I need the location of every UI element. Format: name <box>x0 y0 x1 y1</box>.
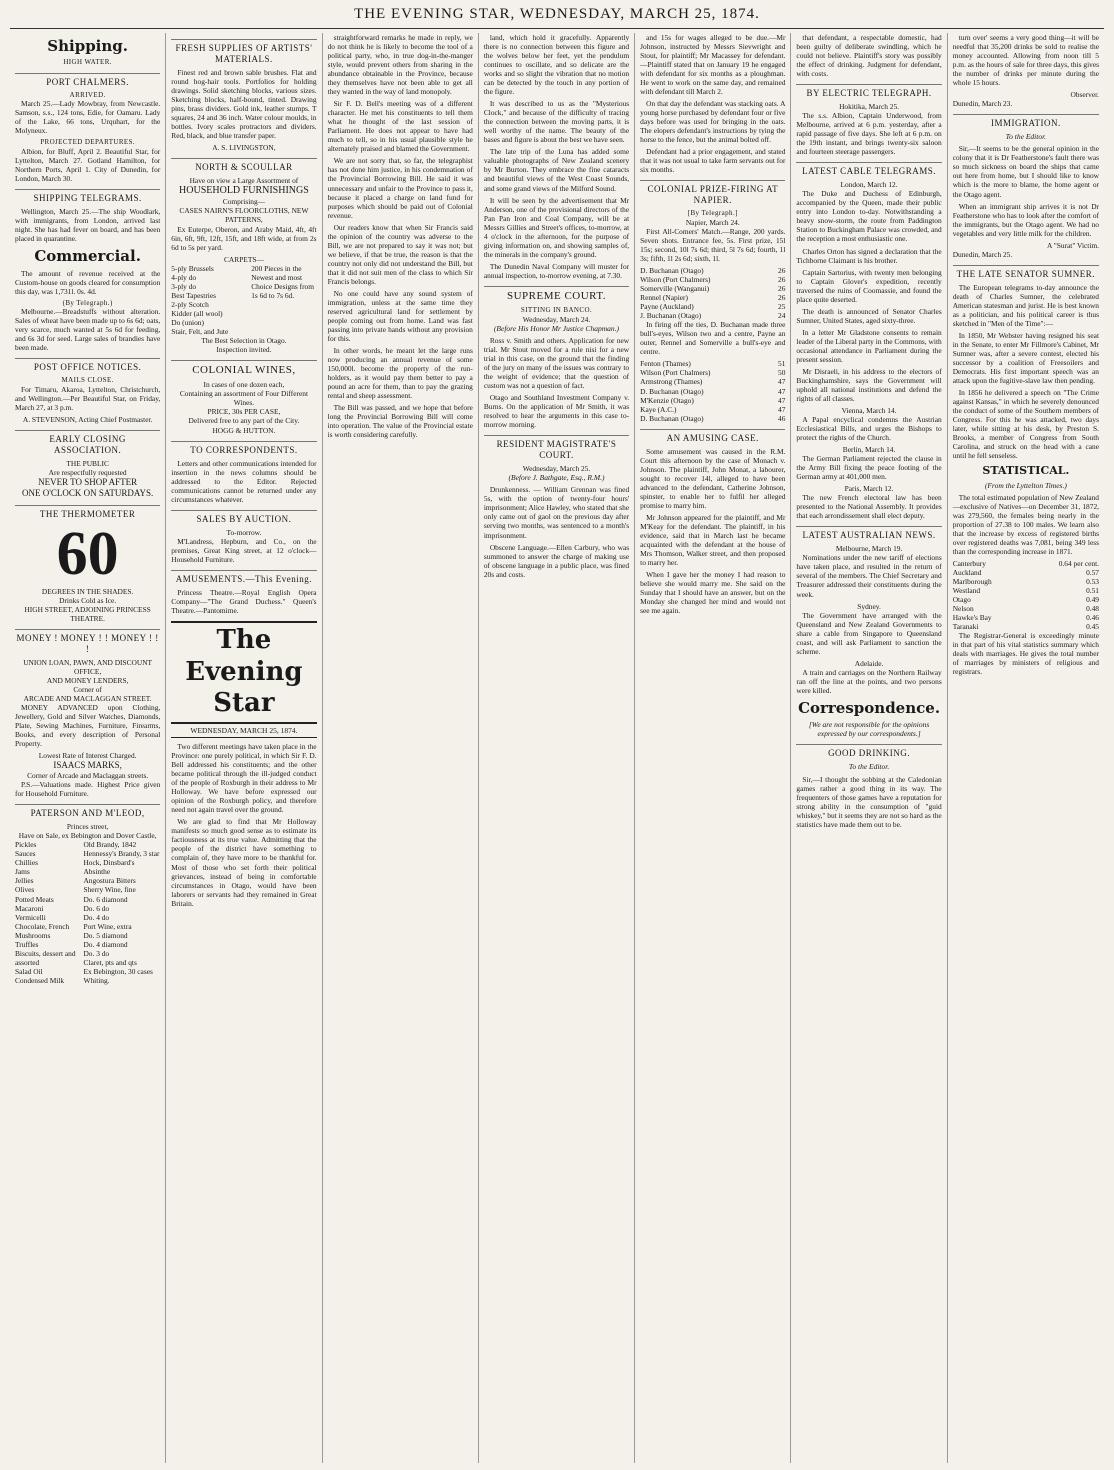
stats-row <box>953 622 1099 631</box>
goods-left-item: Chillies <box>15 858 38 868</box>
goods-right-item: Old Brandy, 1842 <box>83 840 137 850</box>
goods-left-item: Vermicelli <box>15 912 46 922</box>
col4-paragraph-4: It will be seen by the advertisement that Mr Anderson, one of the provisional directors of the Pan Pan Iron and Coal Company, will be at Messrs Gillies and Street's offices, to-morrow, at 4 o'clock in the afternoon, for the purpose of giving information on, and showing samples of, the minerals in the company's ground. <box>483 195 630 259</box>
col6-paragraph-10: The German Parliament rejected the clause in the Army Bill fixing the peace footing of the German army at 401,000 men. <box>796 454 942 482</box>
in-cases-label: In cases of one dozen each, <box>203 380 285 390</box>
goods-left-item: Biscuits, dessert and assorted <box>15 948 76 967</box>
col5-paragraph-6: Some amusement was caused in the R.M. Court this afternoon by the case of Monach v. Johnson. The plaintiff, John Monat, a labourer, sought to recover 14l, alleged to have been advanced to the defendant, Catherine Johnson, spinster, to enable her to fulfil her alleged promise to marry him. <box>640 446 786 510</box>
col4-paragraph-7: Otago and Southland Investment Company v. Burns. On the application of Mr Smith, it was resolved to hear the arguments in this case to-morrow morning. <box>483 393 630 430</box>
scores-table-1 <box>640 266 785 320</box>
sales-auction-heading: SALES BY AUCTION. <box>171 510 316 525</box>
inspection-label: Inspection invited. <box>216 344 272 354</box>
paterson-heading: PATERSON AND M'LEOD, <box>15 804 160 819</box>
col4-paragraph-9: Obscene Language.—Ellen Carbury, who was summoned to answer the charge of making use of obscene language in a public place, was fined 20s and costs. <box>483 542 630 579</box>
score-row-label: D. Buchanan (Otago) <box>640 386 704 396</box>
goods-right-list <box>83 840 160 985</box>
degrees-value: 60 <box>56 519 119 588</box>
stats-row <box>953 559 1099 568</box>
score-row-label: M'Kenzie (Otago) <box>640 395 694 405</box>
delivered-label: Delivered free to any part of the City. <box>188 416 300 426</box>
goods-left-item: Jellies <box>15 876 34 886</box>
goods-right-item: Do. 6 diamond <box>83 894 128 904</box>
port-chalmers-heading: PORT CHALMERS. <box>15 73 160 88</box>
newspaper-nameplate: The Evening Star <box>171 621 316 724</box>
to-editor-label-2: To the Editor. <box>1005 132 1047 142</box>
goods-right-item: Do. 5 diamond <box>83 930 128 940</box>
carpet-item: 3-ply do <box>171 281 197 291</box>
col5-paragraph-2: On that day the defendant was stacking oats. A young horse purchased by defendant four or five days before was used for bringing in the oats. The elopers defendant's instructions by tying the horse to the fence, but the animal bolted off. <box>640 99 786 145</box>
stats-row-value: 0.46 <box>1086 613 1099 623</box>
score-row-value: 26 <box>778 284 786 294</box>
goods-left-item: Condensed Milk <box>15 975 65 985</box>
goods-list <box>15 840 160 985</box>
score-row-value: 26 <box>778 293 786 303</box>
correspondence-note: [We are not responsible for the opinions expressed by our correspondents.] <box>808 720 930 739</box>
score-row-label: Wilson (Port Chalmers) <box>640 368 711 378</box>
score-row-value: 47 <box>778 377 786 387</box>
stats-row-label: Otago <box>952 595 971 605</box>
money-advanced-text: MONEY ADVANCED upon Clothing, Jewellery, Gold and Silver Watches, Diamonds, Plate, Sewing Machines, Furniture, Firearms, Books, and every description of Personal Property. <box>15 703 161 749</box>
score-row-value: 47 <box>778 395 786 405</box>
col7-paragraph-3: When an immigrant ship arrives it is not Dr Featherstone who has to look after the comfort of the immigrants, but the Otago agent. We had no vegetables and very little milk for the children. <box>952 201 1099 238</box>
goods-right-item: Do. 3 do <box>83 948 110 958</box>
shipping-heading: Shipping. <box>47 37 128 55</box>
goods-left-item: Chocolate, French <box>15 921 70 931</box>
col5-paragraph-7: Mr Johnson appeared for the plaintiff, and Mr M'Keay for the defendant. The plaintiff, in his evidence, said that in March last he became acquainted with the defendant at the house of Mrs Thomson, Walker street, and then proposed to marry her. <box>640 512 786 567</box>
goods-left-item: Truffles <box>15 939 39 949</box>
col6-paragraph-4: Charles Orton has signed a declaration that the Tichborne Claimant is his brother. <box>796 246 942 265</box>
stats-row-label: Hawke's Bay <box>952 613 992 623</box>
household-heading: HOUSEHOLD FURNISHINGS <box>179 185 309 197</box>
sitting-label: SITTING IN BANCO. <box>520 306 593 315</box>
col3-paragraph-7: The Bill was passed, and we hope that before long the Provincial Borrowing Bill will come into operation. The value of the Provincial estate is worth considering carefully. <box>327 403 473 440</box>
goods-left-item: Potted Meats <box>15 894 54 904</box>
correspondence-heading: Correspondence. <box>798 698 941 717</box>
column-4 <box>479 33 635 1463</box>
union-loan-label: UNION LOAN, PAWN, AND DISCOUNT OFFICE, <box>23 657 153 676</box>
hogg-hutton-signature: HOGG & HUTTON. <box>212 425 276 435</box>
score-row-value: 51 <box>778 359 786 369</box>
goods-left-item: Mushrooms <box>15 930 51 940</box>
arrived-heading: ARRIVED. <box>69 90 106 99</box>
resident-magistrate-heading: RESIDENT MAGISTRATE'S COURT. <box>484 435 629 461</box>
col5-paragraph-8: When I gave her the money I had reason to believe she would marry me. She said on the Sunday that I should have an answer, but on the Monday she changed her mind and would not see me again. <box>640 570 786 616</box>
col7-paragraph-1: turn over' seems a very good thing—it will be needful that 35,200 drinks be sold to realise the money accounted. Allowing from noon till 5 p.m. as the hours of sale for three days, this gives the number of drinks per minute during the whole 15 hours. <box>952 33 1099 88</box>
ex-euterpe-text: Ex Euterpe, Oberon, and Araby Maid, 4ft, 4ft 6in, 6ft, 9ft, 12ft, 15ft, and 18ft wide, at from 2s 6d to 5s per yard. <box>171 224 317 252</box>
cable-telegrams-heading: LATEST CABLE TELEGRAMS. <box>796 162 941 177</box>
col3-paragraph-1: straightforward remarks he made in reply, we do not think he is likely to become the tool of a political party, who, in true dog-in-the-manger style, would prevent others from sharing in the abundance obtainable in the Province, because they themselves have not been able to get all they wanted in the way of land monopoly. <box>327 33 473 97</box>
score-row <box>640 359 785 368</box>
livingston-signature: A. S. LIVINGSTON, <box>212 143 276 153</box>
court-date-1: Wednesday, March 24. <box>522 314 591 324</box>
score-row-value: 24 <box>778 311 786 321</box>
london-date: London, March 12. <box>840 180 898 190</box>
score-row-label: Payne (Auckland) <box>640 302 694 312</box>
comprising-label: Comprising— <box>222 197 266 207</box>
score-row-label: Fenton (Thames) <box>640 359 691 369</box>
from-times-label: (From the Lyttelton Times.) <box>984 480 1067 490</box>
goods-right-item: Sherry Wine, fine <box>83 885 136 895</box>
score-row <box>640 311 785 320</box>
goods-right-item: Do. 4 diamond <box>83 939 128 949</box>
amusements-text: Princess Theatre.—Royal English Opera Company—"The Grand Duchess." Queen's Theatre.—Pantomime. <box>171 587 317 615</box>
princes-street-label: Princes street, <box>66 822 109 832</box>
sydney-date: Sydney. <box>857 601 881 611</box>
stats-table <box>953 559 1099 631</box>
tomorrow-label: To-morrow. <box>226 527 262 537</box>
isaacs-address: Corner of Arcade and Maclaggan streets. <box>27 771 149 781</box>
berlin-date: Berlin, March 14. <box>842 445 896 455</box>
score-row <box>640 275 785 284</box>
stats-row-value: 0.53 <box>1086 577 1099 587</box>
score-row-value: 25 <box>778 302 786 312</box>
by-telegraph-label: (By Telegraph.) <box>62 298 113 307</box>
carpet-item: Best Tapestries <box>171 290 216 300</box>
column-6 <box>791 33 947 1463</box>
col5-paragraph-4: First All-Comers' Match.—Range, 200 yards. Seven shots. Entrance fee, 5s. First prize, 15l 15s; second, 10l 7s 6d; third, 5l 7s 6d; fourth, 1l 3s; fifth, 1l 2s 6d; sixth, 1l. <box>640 226 786 264</box>
correspondents-heading: TO CORRESPONDENTS. <box>171 441 316 456</box>
thermometer-heading: THE THERMOMETER <box>15 505 160 520</box>
carpet-item: Kidder (all wool) <box>171 308 223 318</box>
col7-paragraph-8: The Registrar-General is exceedingly minute in that part of his vital statistics summary which deals with marriages. He gives the total number of marriages by ministers of religious and registrars. <box>952 631 1099 677</box>
score-row-value: 47 <box>778 404 786 414</box>
mails-close-heading: MAILS CLOSE. <box>61 376 114 385</box>
score-row <box>640 293 785 302</box>
col7-paragraph-2: Sir,—It seems to be the general opinion in the colony that it is Dr Featherstone's fault there was so much sickness on board the ships that came out here from home, but I should like to know which is the more to blame, the home agent or the Otago agent. <box>952 144 1099 199</box>
carpet-item: 5-ply Brussels <box>171 263 214 273</box>
carpet-item: 4-ply do <box>171 272 197 282</box>
statistical-heading: STATISTICAL. <box>982 464 1070 478</box>
interest-label: Lowest Rate of Interest Charged. <box>38 751 137 761</box>
carpet-note: 200 Pieces in the Newest and most Choice Designs from 1s 6d to 7s 6d. <box>251 263 314 300</box>
goods-left-item: Macaroni <box>15 903 44 913</box>
paris-date: Paris, March 12. <box>844 484 894 494</box>
col7-paragraph-5: In 1850, Mr Webster having resigned his seat in the Senate, to enter Mr Fillmore's Cabinet, Mr Sumner was, after a severe contest, elected his successor by a coalition of Freesoilers and Democrats. His first important speech was an attack upon the fugitive-slave law then pending. <box>952 330 1099 386</box>
stats-row <box>953 604 1099 613</box>
correspondents-text: Letters and other communications intended for insertion in the news columns should be addressed to the Editor. Rejected communications cannot be returned under any circumstances whatever. <box>171 458 317 504</box>
col4-paragraph-3: The late trip of the Luna has added some valuable photographs of New Zealand scenery by Mr Burton. They embrace the fine cataracts and beautiful views of the West Coast Sounds, and some grand views of the Milford Sound. <box>483 147 630 193</box>
colonial-wines-heading: COLONIAL WINES, <box>171 360 316 377</box>
column-7 <box>948 33 1104 1463</box>
goods-right-item: Hock, Dinsbard's <box>83 858 135 868</box>
col6-paragraph-8: Mr Disraeli, in his address to the electors of Buckinghamshire, says the Government will uphold all national institutions and defend the rights of all classes. <box>796 366 942 403</box>
early-closing-heading: EARLY CLOSING ASSOCIATION. <box>15 430 160 456</box>
electric-telegraph-heading: BY ELECTRIC TELEGRAPH. <box>796 84 941 99</box>
high-street-label: HIGH STREET, ADJOINING PRINCESS THEATRE. <box>24 604 151 623</box>
col6-paragraph-9: A Papal encyclical condemns the Austrian Ecclesiastical Bills, and urges the Bishops to protect the rights of the Church. <box>796 415 942 443</box>
goods-left-list <box>15 840 83 985</box>
score-row <box>640 266 785 275</box>
money-lenders-label: AND MONEY LENDERS, <box>46 675 129 685</box>
col6-paragraph-5: Captain Sartorius, with twenty men belonging to Captain Glover's expedition, recently traversed the ruins of Coomassie, and found the place quite deserted. <box>796 267 942 304</box>
score-row-value: 26 <box>778 275 786 285</box>
stats-row-value: 0.45 <box>1086 622 1099 632</box>
goods-left-item: Olives <box>15 885 35 895</box>
stats-row-value: 0.64 per cent. <box>1058 559 1099 569</box>
drinks-label: Drinks Cold as Ice. <box>59 595 117 605</box>
score-row-label: D. Buchanan (Otago) <box>640 266 704 276</box>
stats-row-value: 0.48 <box>1086 604 1099 614</box>
commercial-heading: Commercial. <box>34 247 141 266</box>
score-row-label: Wilson (Port Chalmers) <box>640 275 711 285</box>
australian-news-heading: LATEST AUSTRALIAN NEWS. <box>796 526 941 541</box>
goods-left-item: Pickles <box>15 840 37 850</box>
col6-paragraph-14: A train and carriages on the Northern Railway ran off the line at the points, and two persons were killed. <box>796 667 942 695</box>
court-before-2: (Before J. Bathgate, Esq., R.M.) <box>508 473 605 483</box>
goods-right-item: Ex Bebington, 30 cases Whiting. <box>83 966 153 985</box>
melbourne-date: Melbourne, March 19. <box>835 544 903 554</box>
valuations-text: P.S.—Valuations made. Highest Price given for Household Furniture. <box>15 780 161 799</box>
goods-right-item: Absinthe <box>83 867 111 877</box>
stats-row <box>953 568 1099 577</box>
score-row-label: Kaye (A.C.) <box>640 404 677 414</box>
to-editor-label: To the Editor. <box>848 762 890 772</box>
degrees-shade-label: DEGREES IN THE SHADES. <box>41 586 134 596</box>
leader-dateline: WEDNESDAY, MARCH 25, 1874. <box>171 726 316 738</box>
score-row <box>640 284 785 293</box>
score-row-value: 47 <box>778 386 786 396</box>
col6-paragraph-1: that defendant, a respectable domestic, had been guilty of deliberate swindling, which he could not believe. Plaintiff's story was possibly the effect of drinking. Judgment for defendant, with costs. <box>796 33 942 79</box>
mails-text: For Timaru, Akaroa, Lyttelton, Christchurch, and Wellington.—Per Beautiful Star, on Friday, March 27, at 3 p.m. <box>15 384 161 412</box>
goods-right-item: Do. 4 do <box>83 912 110 922</box>
col7-paragraph-4: The European telegrams to-day announce the death of Charles Sumner, the celebrated American statesman and jurist. He is best known as a politician, and his political career is thus sketched in "Men of the Time":— <box>952 282 1099 328</box>
col4-paragraph-6: Ross v. Smith and others. Application for new trial. Mr Stout moved for a rule nisi for a new trial in this case, on the ground that the finding of the jury on many of the issues was contrary to the weight of evidence; that the question of custom was not a question of fact. <box>483 335 630 391</box>
colonial-prize-heading: COLONIAL PRIZE-FIRING AT NAPIER. <box>640 180 785 206</box>
col7-paragraph-7: The total estimated population of New Zealand—exclusive of Natives—on December 31, 1872, was 279,560, the females being nearly in the proportion of 27.38 to 100 males. We learn also that the increase by excess of registered births over registered deaths was 7,081, being 349 less than the corresponding increase in 1871. <box>952 492 1099 557</box>
col4-paragraph-5: The Dunedin Naval Company will muster for annual inspection, to-morrow evening, at 7.30. <box>483 261 630 280</box>
goods-right-item: Port Wine, extra <box>83 921 132 931</box>
carpet-item: Do (union) <box>171 317 204 327</box>
leader-paragraph-1: Two different meetings have taken place in the Province: one purely political, in which Sir F. D. Bell addressed his constituents; and the other became political through the ill-judged conduct of the people of Roxburgh in their address to Mr Holloway. We have before expressed our opinion of the Roxburgh policy, and therefore need not again travel over the ground. <box>171 742 317 815</box>
goods-right-item: Hennessy's Brandy, 3 star <box>83 849 160 859</box>
have-on-sale-label: Have on Sale, ex Bebington and Dover Castle, <box>18 831 157 841</box>
score-row-label: Somerville (Wanganui) <box>640 284 710 294</box>
score-row <box>640 377 785 386</box>
stats-row <box>953 577 1099 586</box>
amusing-case-heading: AN AMUSING CASE. <box>640 429 785 444</box>
col5-paragraph-5: In firing off the ties, D. Buchanan made three bull's-eyes, Wilson two and a centre, Payne an outer, Rennel and Somerville a bull's-eye and centre. <box>640 320 786 357</box>
vienna-date: Vienna, March 14. <box>841 406 897 415</box>
score-row-label: D. Buchanan (Otago) <box>640 413 704 423</box>
postmaster-signature: A. STEVENSON, Acting Chief Postmaster. <box>22 414 153 424</box>
commercial-text: The amount of revenue received at the Custom-house on goods cleared for consumption this day, was 1,731l. 0s. 4d. <box>15 268 161 296</box>
napier-date: Napier, March 24. <box>685 217 740 227</box>
stats-row <box>953 613 1099 622</box>
col6-paragraph-13: The Government have arranged with the Queensland and New Zealand Governments to share a cable from Singapore to Queensland coast, and will ask Parliament to sanction the scheme. <box>796 610 942 656</box>
money-heading: MONEY ! MONEY ! ! MONEY ! ! ! <box>15 629 160 655</box>
stats-row-label: Taranaki <box>952 622 979 632</box>
col3-paragraph-4: Our readers know that when Sir Francis said the opinion of the country was adverse to the Bill, we are not prepared to say it was not; but we believe, if that be true, the reason is that the country not only did not understand the Bill, but that it did not suit men of the class to which Sir Francis belongs. <box>327 222 473 286</box>
goods-right-item: Angostura Bitters <box>83 876 136 886</box>
score-row <box>640 414 785 423</box>
supreme-court-heading: SUPREME COURT. <box>484 286 629 303</box>
col5-paragraph-3: Defendant had a prior engagement, and stated that it was not usual to take farm servants out for six months. <box>640 147 786 175</box>
goods-right-item: Claret, pts and qts <box>83 957 137 967</box>
high-water-heading: HIGH WATER. <box>63 58 112 67</box>
masthead: THE EVENING STAR, WEDNESDAY, MARCH 25, 1874. <box>10 6 1104 29</box>
col4-paragraph-1: land, which hold it gracefully. Apparently there is no connection between this figure and the wolves below her feet, yet the pendulum continues to oscillate, and so delicate are the works and so slight the vibration that no motion can be detected by the touch in any portion of the figure. <box>483 33 630 97</box>
stats-row-label: Canterbury <box>952 559 986 569</box>
have-on-view-label: Have on view a Large Assortment of <box>189 176 299 186</box>
good-drinking-heading: GOOD DRINKING. <box>796 744 941 759</box>
goods-left-item: Jams <box>15 867 30 877</box>
score-row-value: 50 <box>778 368 786 378</box>
carpet-item: 2-ply Scotch <box>171 299 209 309</box>
col6-paragraph-12: Nominations under the new tariff of elections have taken place, and resulted in the return of several of the members. The Chief Secretary and Treasurer addressed their constituents during the week. <box>796 553 942 599</box>
projected-text: Albion, for Bluff, April 2. Beautiful Star, for Lyttelton, March 27. Gotland Hamilton, for Northern Ports, April 1. City of Dunedin, for London, March 30. <box>15 146 161 184</box>
by-telegraph-label-2: [By Telegraph.] <box>687 209 738 218</box>
telegraph-text: Melbourne.—Breadstuffs without alteration. Sales of wheat have been made up to 6s 6d; oats, very scarce, much wanted at 5s 6d for feeding, and 6s 3d for seed. Large sales of brandies have been made. <box>15 307 161 353</box>
north-scoullar-heading: NORTH & SCOULLAR <box>171 158 316 173</box>
observer-dateline: Dunedin, March 23. <box>952 99 1013 109</box>
arcade-label: ARCADE AND MACLAGGAN STREET. <box>23 694 152 703</box>
stats-row <box>953 595 1099 604</box>
col4-paragraph-8: Drunkenness. — William Grennan was fined 5s, with the option of twenty-four hours' imprisonment; Alice Hawley, who stated that she only came out of gaol on the previous day after serving two months, was sentenced to a month's imprisonment. <box>483 485 630 540</box>
goods-left-item: Salad Oil <box>15 966 43 976</box>
col3-paragraph-2: Sir F. D. Bell's meeting was of a different character. He met his constituents to tell them what he thought of the last session of Parliament. He does not appear to have had much to tell, so in his usual plausible style he alternately praised and blamed the Government. <box>327 99 473 154</box>
col6-paragraph-2: The s.s. Albion, Captain Underwood, from Melbourne, arrived at 6 p.m. yesterday, after a rapid passage of five days. She left at 6 p.m. on the 19th instant, and brings twenty-six saloon and fourteen steerage passengers. <box>796 111 942 157</box>
col7-paragraph-6: In 1856 he delivered a speech on "The Crime against Kansas," in which he severely denounced the conduct of some of the Southern members of Congress. For this he was attacked, two days later, while sitting at his desk, by Preston S. Brooks, a member of Congress from South Carolina, and struck on the head with a cane until he fell senseless. <box>952 388 1099 461</box>
col6-paragraph-3: The Duke and Duchess of Edinburgh, accompanied by the Queen, made their public entry into London to-day. Notwithstanding a heavy snow-storm, the route from Paddington Station to Buckingham Palace was crowded, and the reception a most enthusiastic one. <box>796 189 942 244</box>
stats-row-value: 0.51 <box>1086 586 1099 596</box>
auction-text: M'Landress, Hepburn, and Co., on the premises, Great King street, at 12 o'clock—Household Furniture. <box>171 536 317 564</box>
columns <box>10 33 1104 1463</box>
col5-paragraph-1: and 15s for wages alleged to be due.—Mr Johnson, instructed by Messrs Sievwright and Stout, for plaintiff; Mr Macassey for defendant.—Plaintiff stated that on January 19 he engaged with defendant for six months as a ploughman. He went to work on the same day, and remained with defendant till March 2. <box>640 33 786 97</box>
artists-materials-heading: FRESH SUPPLIES OF ARTISTS' MATERIALS. <box>171 39 316 65</box>
arrived-text: March 25.—Lady Mowbray, from Newcastle. Samson, s.s., 124 tons, Edie, for Oamaru. Lady of the Lake, 66 tons, Urquhart, for the Molyneux. <box>15 99 161 136</box>
column-1 <box>10 33 166 1463</box>
score-row <box>640 405 785 414</box>
col6-paragraph-11: The new French electoral law has been presented to the National Assembly. It provides that each arrondissement shall elect deputy. <box>796 493 942 521</box>
court-date-2: Wednesday, March 25. <box>522 464 591 474</box>
score-row <box>640 396 785 405</box>
cases-nairns-label: CASES NAIRN'S FLOORCLOTHS, NEW PATTERNS, <box>179 206 309 225</box>
stats-row-label: Auckland <box>952 568 982 578</box>
carpet-items-list <box>171 264 228 336</box>
isaacs-name: ISAACS MARKS, <box>53 760 122 771</box>
col3-paragraph-3: We are not sorry that, so far, the telegraphist has not done him justice, in his condemnation of the Provincial Borrowing Bill. He said it was unnecessary and unfair to the Province to pass it, because it placed a charge on land fund for purposes which should be paid out of Colonial revenue. <box>327 156 473 220</box>
observer-signature: Observer. <box>1070 90 1099 100</box>
price-label: PRICE, 30s PER CASE, <box>207 407 281 417</box>
column-3 <box>323 33 479 1463</box>
corner-of-label: Corner of <box>73 684 102 694</box>
column-5 <box>635 33 791 1463</box>
court-before-1: (Before His Honor Mr Justice Chapman.) <box>493 323 620 333</box>
goods-left-item: Sauces <box>15 849 36 859</box>
immigration-heading: IMMIGRATION. <box>953 114 1099 129</box>
hokitika-date: Hokitika, March 25. <box>839 102 900 112</box>
shipping-telegrams-text: Wellington, March 25.—The ship Woodlark, with immigrants, from London, arrived last night. She has had fever on board, and has been placed in quarantine. <box>15 207 161 244</box>
score-row-value: 46 <box>778 413 786 423</box>
score-row-value: 26 <box>778 266 786 276</box>
score-row-label: Armstrong (Thames) <box>640 377 703 387</box>
carpets-label: CARPETS— <box>224 254 264 264</box>
goods-right-item: Do. 6 do <box>83 903 110 913</box>
requested-label: Are respectfully requested <box>48 467 127 477</box>
stats-row-label: Westland <box>952 586 981 596</box>
score-row <box>640 387 785 396</box>
containing-label: Containing an assortment of Four Different Wines. <box>179 389 308 408</box>
never-shop-label: NEVER TO SHOP AFTER <box>38 476 138 487</box>
victim-dateline: Dunedin, March 25. <box>952 249 1013 259</box>
post-office-heading: POST OFFICE NOTICES. <box>15 358 160 373</box>
score-row <box>640 368 785 377</box>
col6-paragraph-6: The death is announced of Senator Charles Sumner, United States, aged sixty-three. <box>796 306 942 325</box>
scores-table-2 <box>640 359 785 422</box>
victim-signature: A "Surat" Victim. <box>1046 240 1099 250</box>
projected-heading: PROJECTED DEPARTURES. <box>40 138 136 147</box>
leader-paragraph-2: We are glad to find that Mr Holloway manifests so much good sense as to estimate its factiousness at its true value. Admitting that the people of the district have something to complain of, they have more to be thankful for. Most of those who set forth their political grievances, instead of being in comfortable circumstances in Otago, would have been laborers or servants had they remained in Great Britain. <box>171 817 317 908</box>
stats-row-value: 0.49 <box>1086 595 1099 605</box>
best-selection-label: The Best Selection in Otago. <box>201 335 287 345</box>
the-public-label: THE PUBLIC <box>66 458 109 468</box>
stats-row-value: 0.57 <box>1086 568 1099 578</box>
stats-row <box>953 586 1099 595</box>
col6-paragraph-15: Sir,—I thought the sobbing at the Caledonian games rather a good thing in its way. The frequenters of those games have a reputation for strong ability in the consumption of "guid whiskey," but it seems they are not so hard as the statistics have made them out to be. <box>796 774 942 829</box>
sumner-heading: THE LATE SENATOR SUMNER. <box>953 265 1099 280</box>
stats-row-label: Marlborough <box>952 577 992 587</box>
col4-paragraph-2: It was described to us as the "Mysterious Clock," and because of the difficulty of tracing the connection between the moving parts, it is well worthy of the name. The beauty of the bases and figure is about the best we have seen. <box>483 99 630 145</box>
stats-row-label: Nelson <box>952 604 974 614</box>
score-row-label: Rennel (Napier) <box>640 293 688 303</box>
shipping-telegrams-heading: SHIPPING TELEGRAMS. <box>15 189 160 204</box>
one-oclock-label: ONE O'CLOCK ON SATURDAYS. <box>21 487 154 498</box>
carpets-block <box>171 264 316 336</box>
adelaide-date: Adelaide. <box>854 658 884 668</box>
col3-paragraph-5: No one could have any sound system of immigration, unless at the same time they reserved agricultural land for settlement by people coming out from home. Land was fast passing into private hands without any provision for this. <box>327 288 473 343</box>
score-row <box>640 302 785 311</box>
column-2 <box>166 33 322 1463</box>
materials-text: Finest red and brown sable brushes. Flat and round hog-hair tools. Portfolios for holding drawings. Solid sketching blocks, various sizes. Sketching blocks, half-bound, tinted. Drawing pins, brass dividers. Gold ink, leather stumps. T squares, 24 and 36 inch. Water colour moulds, in bottles. Ivory scales protractors and dividers. Red, black, and blue transfer paper. <box>171 67 317 141</box>
col6-paragraph-7: In a letter Mr Gladstone consents to remain leader of the Liberal party in the Commons, with occasional attendance in Parliament during the present session. <box>796 327 942 364</box>
carpet-item: Stair, Felt, and Jute <box>171 326 229 336</box>
amusements-heading: AMUSEMENTS.—This Evening. <box>171 570 316 585</box>
col3-paragraph-6: In other words, he meant let the large runs now producing an annual revenue of some 150,000l. become the property of the run-holders, as it would pay them better to pay a pound an acre for them, than to pay the grazing rental and sheep assessment. <box>327 346 473 401</box>
score-row-label: J. Buchanan (Otago) <box>640 311 702 321</box>
